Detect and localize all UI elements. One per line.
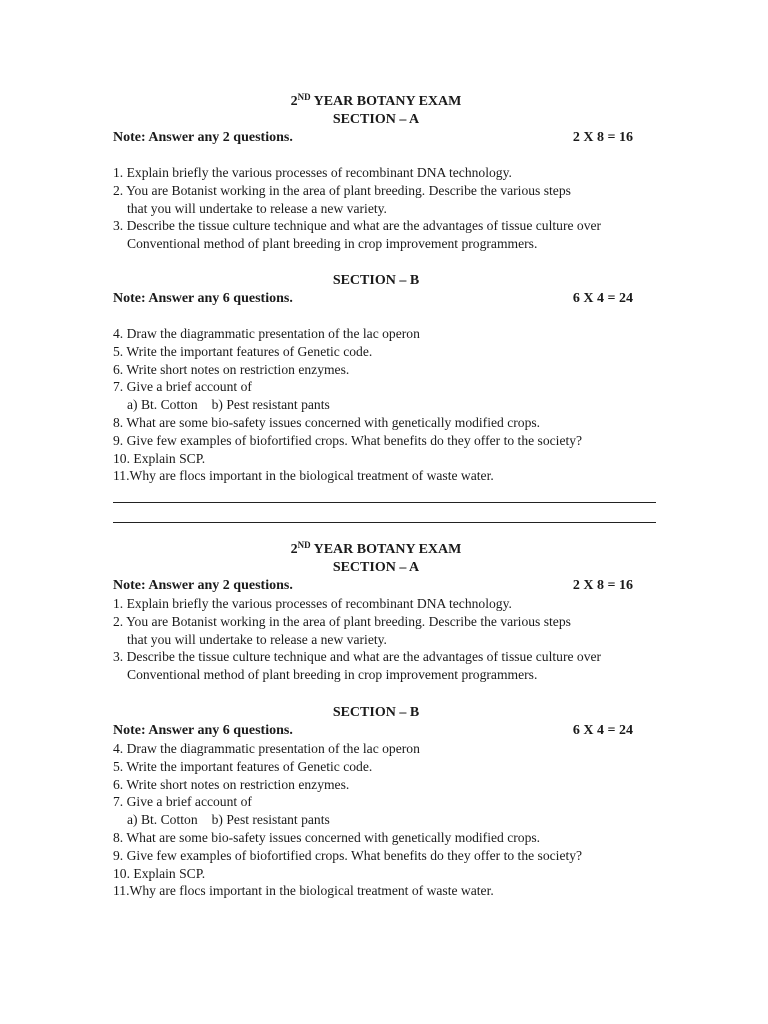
question-line: 5. Write the important features of Genetic code.: [113, 758, 373, 774]
question-line: 7. Give a brief account of: [113, 379, 252, 395]
question-line: 6. Write short notes on restriction enzymes.: [113, 776, 350, 792]
section-a-marks: 2 X 8 = 16: [572, 130, 633, 145]
question-line: 4. Draw the diagrammatic presentation of the lac operon: [113, 741, 420, 756]
question-item: [113, 182, 673, 218]
question-line: 4. Draw the diagrammatic presentation of the lac operon: [113, 326, 420, 341]
question-line: that you will undertake to release a new variety.: [127, 200, 387, 216]
section-a-note: Note: Answer any 2 questions.: [113, 578, 293, 593]
section-a-heading: SECTION – A: [332, 112, 420, 127]
section-a-heading: SECTION – A: [332, 560, 420, 575]
section-b-note-row: [113, 290, 633, 308]
question-line: 8. What are some bio-safety issues concerned with genetically modified crops.: [113, 414, 541, 430]
section-b-heading: SECTION – B: [332, 273, 420, 288]
question-line: 7. Give a brief account of: [113, 794, 252, 810]
section-a-note-row: [113, 577, 633, 595]
question-line: 11.Why are flocs important in the biological treatment of waste water.: [113, 883, 494, 899]
question-line: 3. Describe the tissue culture technique and what are the advantages of tissue culture over: [113, 649, 602, 665]
question-line: 2. You are Botanist working in the area of plant breeding. Describe the various steps: [113, 182, 571, 198]
section-b-note: Note: Answer any 6 questions.: [113, 291, 293, 306]
question-line: 10. Explain SCP.: [113, 450, 206, 466]
question-line: 1. Explain briefly the various processes of recombinant DNA technology.: [113, 165, 512, 180]
section-a-note-row: [113, 129, 633, 147]
separator-line: [113, 502, 656, 503]
section-b-question-list: [113, 325, 673, 485]
question-sub-options: [113, 396, 673, 414]
question-line: 11.Why are flocs important in the biological treatment of waste water.: [113, 468, 494, 484]
sub-option: a) Bt. Cotton: [127, 812, 198, 828]
question-line: 5. Write the important features of Genetic code.: [113, 343, 373, 359]
question-line: 9. Give few examples of biofortified crops. What benefits do they offer to the society?: [113, 847, 583, 863]
sub-option: b) Pest resistant pants: [211, 397, 330, 413]
section-a-marks: 2 X 8 = 16: [572, 578, 633, 593]
question-line: 2. You are Botanist working in the area of plant breeding. Describe the various steps: [113, 613, 571, 629]
question-item: [113, 217, 673, 253]
question-line: 8. What are some bio-safety issues concerned with genetically modified crops.: [113, 829, 541, 845]
section-b-note: Note: Answer any 6 questions.: [113, 723, 293, 738]
question-line: 9. Give few examples of biofortified crops. What benefits do they offer to the society?: [113, 432, 583, 448]
question-line: Conventional method of plant breeding in crop improvement programmers.: [127, 667, 538, 683]
question-line: that you will undertake to release a new variety.: [127, 631, 387, 647]
question-line: 10. Explain SCP.: [113, 865, 206, 881]
section-a-note: Note: Answer any 2 questions.: [113, 130, 293, 145]
exam-title: 2ND YEAR BOTANY EXAM: [290, 540, 462, 557]
section-b-question-list: [113, 740, 673, 900]
section-b-marks: 6 X 4 = 24: [572, 723, 633, 738]
question-line: 1. Explain briefly the various processes of recombinant DNA technology.: [113, 596, 512, 611]
question-line: 3. Describe the tissue culture technique and what are the advantages of tissue culture over: [113, 218, 602, 234]
question-item: [113, 164, 673, 182]
sub-option: b) Pest resistant pants: [211, 812, 330, 828]
question-line: 6. Write short notes on restriction enzymes.: [113, 361, 350, 377]
section-b-note-row: [113, 722, 633, 740]
sub-option: a) Bt. Cotton: [127, 397, 198, 413]
section-a-question-list: [113, 595, 673, 684]
separator-line: [113, 522, 656, 523]
question-sub-options: [113, 811, 673, 829]
exam-title: 2ND YEAR BOTANY EXAM: [290, 92, 462, 109]
section-b-marks: 6 X 4 = 24: [572, 291, 633, 306]
section-a-question-list: [113, 164, 673, 253]
section-b-heading: SECTION – B: [332, 705, 420, 720]
question-line: Conventional method of plant breeding in crop improvement programmers.: [127, 236, 538, 252]
